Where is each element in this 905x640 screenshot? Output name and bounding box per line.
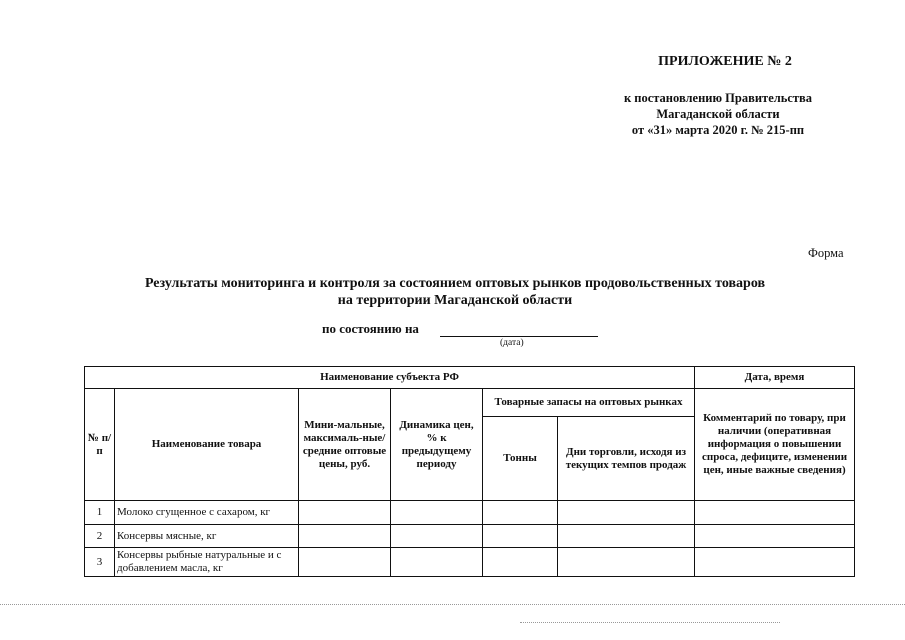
col-name-header: Наименование товара: [115, 389, 299, 501]
row-number: 1: [85, 501, 115, 525]
price-cell: [299, 501, 391, 525]
monitoring-table: [84, 366, 855, 577]
col-num-header: № п/п: [85, 389, 115, 501]
datetime-header: Дата, время: [695, 367, 855, 389]
scan-noise: [520, 622, 780, 623]
col-days-header: Дни торговли, исходя из текущих темпов продаж: [558, 417, 695, 501]
table-row: [85, 548, 855, 577]
price-cell: [299, 548, 391, 577]
days-cell: [558, 548, 695, 577]
dynamics-cell: [391, 501, 483, 525]
form-label: Форма: [808, 246, 844, 260]
row-number: 2: [85, 525, 115, 548]
tons-cell: [483, 501, 558, 525]
comment-cell: [695, 525, 855, 548]
row-product-name: Молоко сгущенное с сахаром, кг: [115, 501, 299, 525]
scan-noise: [0, 604, 905, 605]
date-label: по состоянию на: [322, 321, 419, 336]
table-row: [85, 501, 855, 525]
title-line: на территории Магаданской области: [337, 293, 573, 308]
col-tons-header: Тонны: [483, 417, 558, 501]
appendix-title: ПРИЛОЖЕНИЕ № 2: [658, 54, 792, 69]
date-blank-line: [440, 336, 598, 337]
row-product-name: Консервы мясные, кг: [115, 525, 299, 548]
decree-line: Магаданской области: [656, 107, 780, 121]
tons-cell: [483, 525, 558, 548]
days-cell: [558, 525, 695, 548]
stock-group-header: Товарные запасы на оптовых рынках: [483, 389, 695, 417]
dynamics-cell: [391, 525, 483, 548]
dynamics-cell: [391, 548, 483, 577]
col-prices-header: Мини-мальные, максималь-ные/средние оптовые цены, руб.: [299, 389, 391, 501]
decree-line: от «31» марта 2020 г. № 215-пп: [631, 123, 805, 137]
table-row: [85, 525, 855, 548]
title-line: Результаты мониторинга и контроля за состоянием оптовых рынков продовольственных товаров: [144, 276, 766, 291]
comment-cell: [695, 548, 855, 577]
tons-cell: [483, 548, 558, 577]
col-comment-header: Комментарий по товару, при наличии (оперативная информация о повышении спроса, дефиците, изменении цен, иные важные сведения): [695, 389, 855, 501]
comment-cell: [695, 501, 855, 525]
date-caption: (дата): [500, 338, 524, 348]
decree-reference: [598, 90, 838, 138]
col-dynamics-header: Динамика цен, % к предыдущему периоду: [391, 389, 483, 501]
price-cell: [299, 525, 391, 548]
subject-header: Наименование субъекта РФ: [85, 367, 695, 389]
days-cell: [558, 501, 695, 525]
document-title: [100, 275, 810, 309]
decree-line: к постановлению Правительства: [623, 91, 813, 105]
row-number: 3: [85, 548, 115, 577]
row-product-name: Консервы рыбные натуральные и с добавлением масла, кг: [115, 548, 299, 577]
